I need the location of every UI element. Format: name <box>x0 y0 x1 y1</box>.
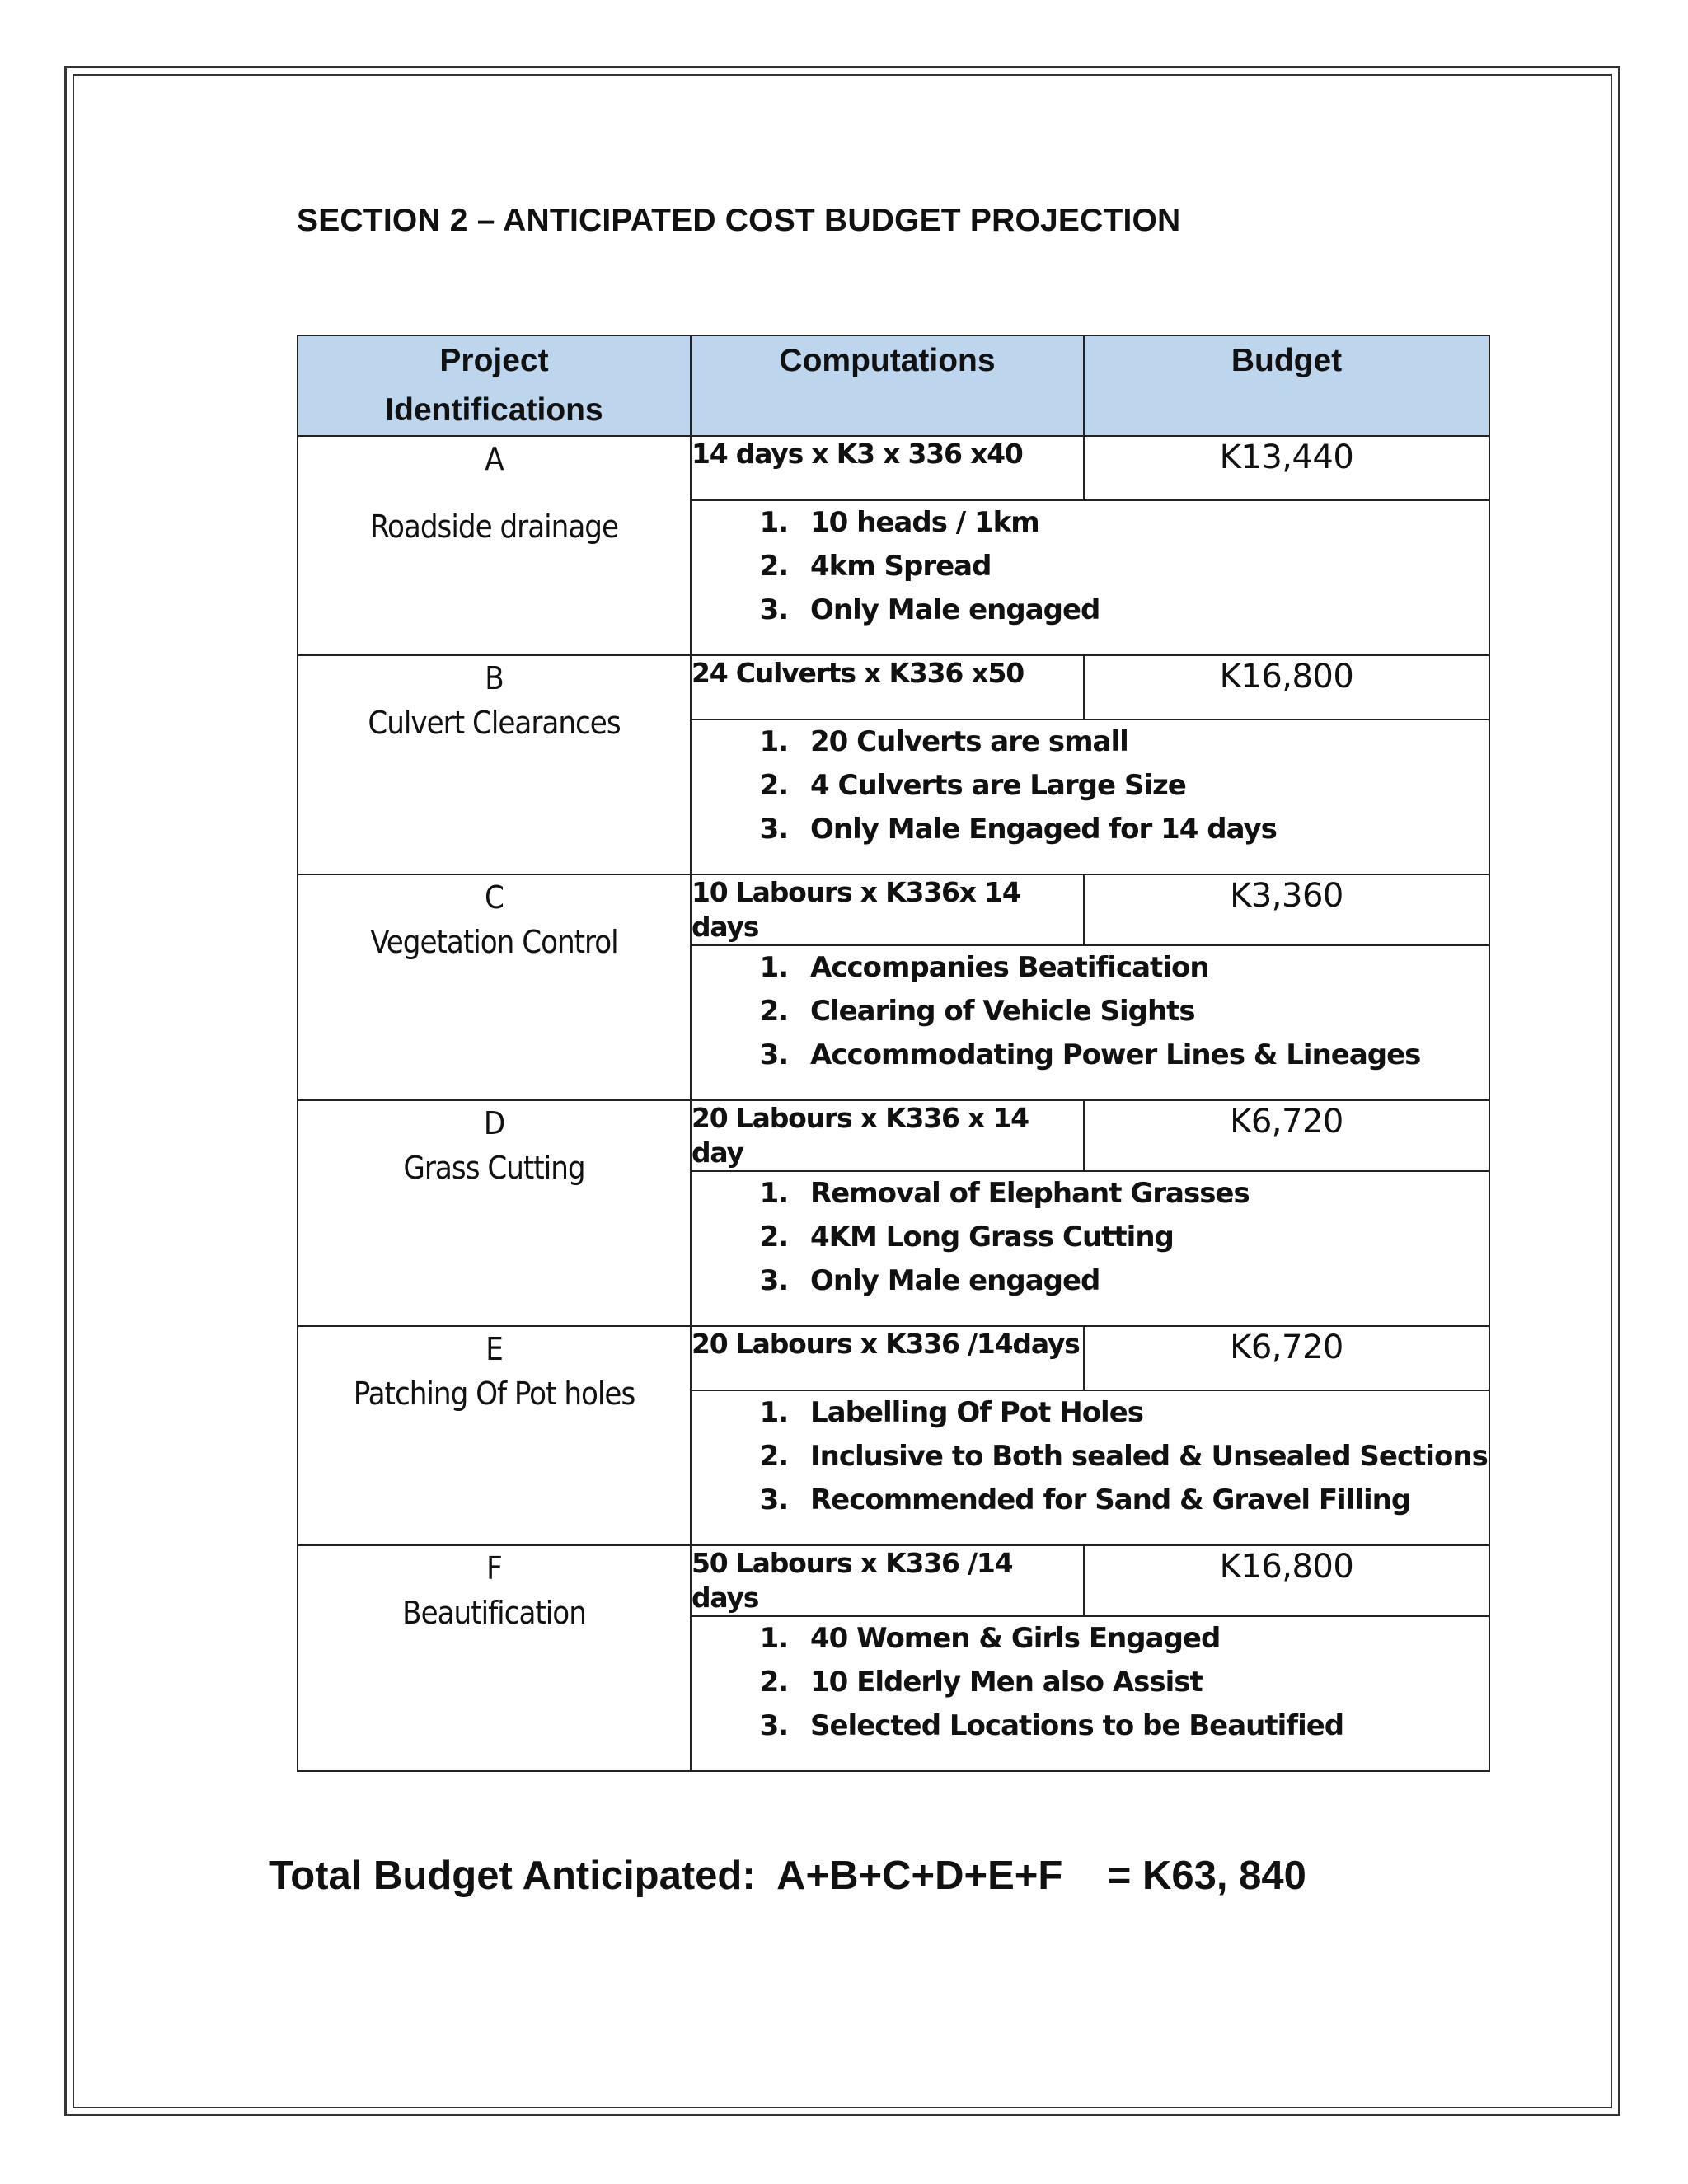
header-ident-line1: Project <box>439 343 549 378</box>
computation-cell: 10 Labours x K336x 14 days <box>691 874 1084 945</box>
computation-cell: 50 Labours x K336 /14 days <box>691 1545 1084 1616</box>
list-item: 1. Removal of Elephant Grasses <box>797 1172 1489 1216</box>
list-item: 1. 10 heads / 1km <box>797 501 1489 545</box>
header-computations: Computations <box>691 335 1084 436</box>
budget-table-body <box>298 436 1489 1771</box>
table-row <box>298 1545 1489 1616</box>
notes-cell <box>691 1616 1489 1771</box>
notes-cell <box>691 945 1489 1100</box>
notes-list <box>692 720 1489 851</box>
project-name: Vegetation Control <box>370 924 618 960</box>
project-name: Beautification <box>402 1595 586 1631</box>
list-item: 2. Inclusive to Both sealed & Unsealed Sections <box>797 1435 1489 1479</box>
section-title: SECTION 2 – ANTICIPATED COST BUDGET PROJECTION <box>297 203 1181 238</box>
project-letter: F <box>486 1550 502 1586</box>
project-letter: B <box>485 660 504 696</box>
project-identification-cell <box>298 1326 691 1545</box>
table-row <box>298 1326 1489 1390</box>
budget-table <box>297 335 1490 1772</box>
notes-cell <box>691 1390 1489 1545</box>
notes-list <box>692 501 1489 632</box>
budget-amount-cell: K16,800 <box>1084 1545 1489 1616</box>
list-item: 3. Recommended for Sand & Gravel Filling <box>797 1479 1489 1522</box>
list-item: 1. Labelling Of Pot Holes <box>797 1391 1489 1435</box>
list-item: 3. Only Male engaged <box>797 588 1489 632</box>
project-letter: C <box>485 879 504 916</box>
notes-list <box>692 1617 1489 1748</box>
project-name: Patching Of Pot holes <box>353 1376 635 1412</box>
notes-cell <box>691 719 1489 874</box>
notes-cell <box>691 500 1489 655</box>
list-item: 3. Only Male Engaged for 14 days <box>797 808 1489 851</box>
list-item: 3. Accommodating Power Lines & Lineages <box>797 1033 1489 1077</box>
project-identification-cell <box>298 1100 691 1326</box>
budget-amount-cell: K16,800 <box>1084 655 1489 719</box>
list-item: 3. Only Male engaged <box>797 1259 1489 1303</box>
project-identification-cell <box>298 874 691 1100</box>
computation-cell: 20 Labours x K336 /14days <box>691 1326 1084 1390</box>
header-ident-line2: Identifications <box>385 392 603 428</box>
budget-amount-cell: K6,720 <box>1084 1100 1489 1171</box>
project-letter: E <box>485 1331 503 1367</box>
project-identification-cell <box>298 655 691 874</box>
project-name: Culvert Clearances <box>368 705 621 741</box>
total-budget-line: Total Budget Anticipated: A+B+C+D+E+F = K63, 840 <box>269 1854 1306 1898</box>
project-name: Roadside drainage <box>369 509 619 545</box>
list-item: 3. Selected Locations to be Beautified <box>797 1704 1489 1748</box>
notes-cell <box>691 1171 1489 1326</box>
computation-cell: 24 Culverts x K336 x50 <box>691 655 1084 719</box>
project-identification-cell <box>298 436 691 655</box>
list-item: 2. 4 Culverts are Large Size <box>797 764 1489 808</box>
notes-list <box>692 1391 1489 1522</box>
notes-list <box>692 1172 1489 1303</box>
list-item: 2. 4km Spread <box>797 545 1489 588</box>
table-row <box>298 1100 1489 1171</box>
list-item: 1. 40 Women & Girls Engaged <box>797 1617 1489 1661</box>
computation-cell: 14 days x K3 x 336 x40 <box>691 436 1084 500</box>
notes-list <box>692 946 1489 1077</box>
budget-amount-cell: K6,720 <box>1084 1326 1489 1390</box>
table-row <box>298 655 1489 719</box>
computation-cell: 20 Labours x K336 x 14 day <box>691 1100 1084 1171</box>
table-row <box>298 874 1489 945</box>
project-identification-cell <box>298 1545 691 1771</box>
budget-amount-cell: K13,440 <box>1084 436 1489 500</box>
header-budget: Budget <box>1084 335 1489 436</box>
project-name: Grass Cutting <box>403 1150 585 1186</box>
list-item: 2. 10 Elderly Men also Assist <box>797 1661 1489 1704</box>
list-item: 1. Accompanies Beatification <box>797 946 1489 990</box>
project-letter: A <box>485 441 504 477</box>
budget-amount-cell: K3,360 <box>1084 874 1489 945</box>
project-letter: D <box>483 1105 505 1141</box>
list-item: 2. 4KM Long Grass Cutting <box>797 1216 1489 1259</box>
list-item: 2. Clearing of Vehicle Sights <box>797 990 1489 1033</box>
list-item: 1. 20 Culverts are small <box>797 720 1489 764</box>
table-row <box>298 436 1489 500</box>
table-header-row <box>298 335 1489 436</box>
header-project-identifications <box>298 335 691 436</box>
